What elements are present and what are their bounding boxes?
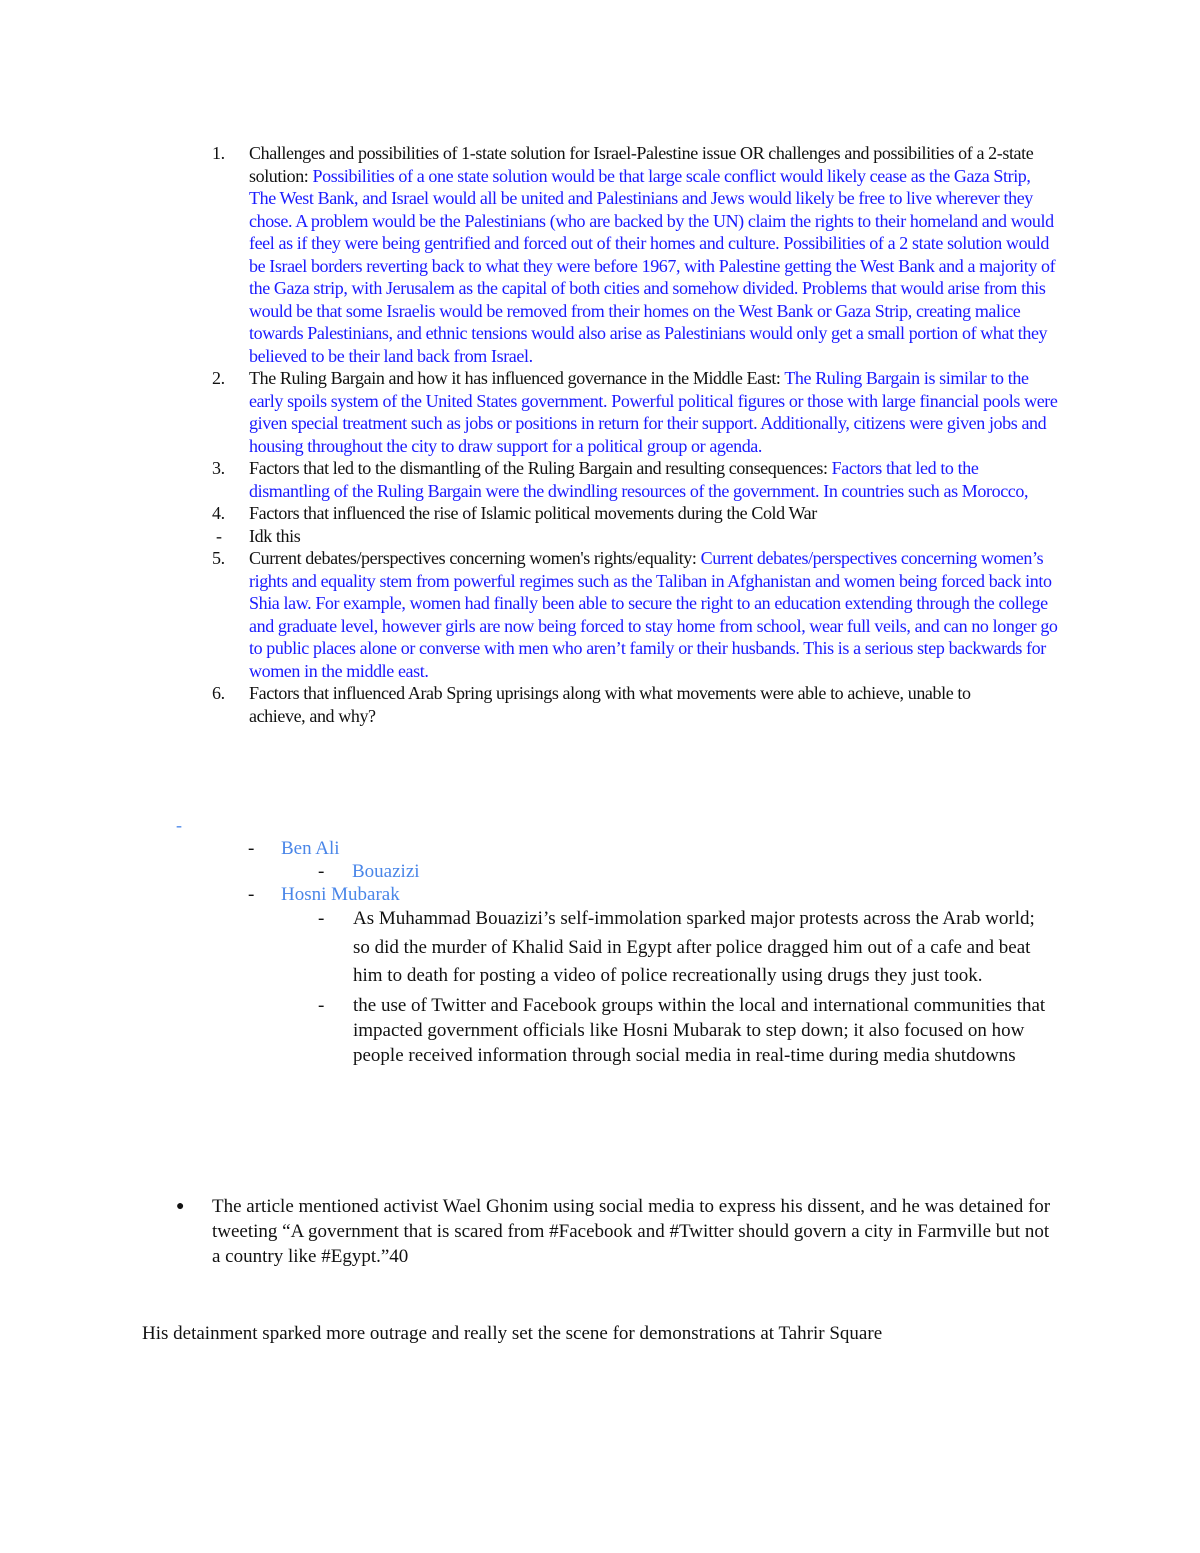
dash-marker: - bbox=[318, 908, 325, 929]
stray-dash: - bbox=[176, 815, 182, 835]
question-item-3 bbox=[212, 457, 1060, 502]
bullet-text: The article mentioned activist Wael Ghonim using social media to express his dissent, and he was detained for tweeting “A government that is scared from #Facebook and #Twitter should govern a city in Farmville but not a country like #Egypt.”40 bbox=[212, 1196, 1051, 1267]
dash-marker: - bbox=[248, 838, 255, 859]
note-text: the use of Twitter and Facebook groups within the local and international communities that impacted government officials like Hosni Mubarak to step down; it also focused on how people received information through social media in real-time during media shutdowns bbox=[353, 994, 1046, 1066]
answer-text: The Ruling Bargain is similar to the early spoils system of the United States government. Powerful political figures or those with large financial pools were given special treatment such as jobs or positions in return for their support. Additionally, citizens were given jobs and housing throughout the city to draw support for a political group or agenda. bbox=[249, 368, 1058, 456]
question-prompt: Challenges and possibilities of 1-state solution for Israel-Palestine issue OR challenges and possibilities of a 2-state solution: bbox=[249, 143, 1034, 186]
question-item-1 bbox=[212, 142, 1060, 367]
bullet-item bbox=[176, 1194, 1061, 1269]
question-item-4 bbox=[212, 502, 1060, 547]
dash-marker: - bbox=[318, 861, 325, 882]
item-number: 6. bbox=[212, 683, 225, 703]
answer-text: Possibilities of a one state solution would be that large scale conflict would likely cease as the Gaza Strip, The West Bank, and Israel would all be united and Palestinians and Jews would likely be free to live wherever they chose. A problem would be the Palestinians (who are backed by the UN) claim the rights to their homeland and would feel as if they were being gentrified and forced out of their homes and culture. Possibilities of a 2 state solution would be Israel borders reverting back to what they were before 1967, with Palestine getting the West Bank and a majority of the Gaza strip, with Jerusalem as the capital of both cities and somehow divided. Problems that would arise from this would be that some Israelis would be removed from their homes on the West Bank or Gaza Strip, creating malice towards Palestinians, and ethnic tensions would also arise as Palestinians would only get a small portion of what they believed to be their land back from Israel. bbox=[249, 165, 1056, 366]
item-number: 2. bbox=[212, 368, 225, 388]
dash-marker: - bbox=[318, 994, 325, 1016]
answer-text: Factors that led to the dismantling of the Ruling Bargain were the dwindling resources of the government. In countries such as Morocco, bbox=[249, 458, 1029, 501]
item-number: 1. bbox=[212, 143, 225, 163]
sub-note: Idk this bbox=[249, 525, 301, 546]
dash-marker: - bbox=[248, 884, 255, 905]
question-prompt: Factors that led to the dismantling of the Ruling Bargain and resulting consequences: bbox=[249, 458, 832, 478]
item-number: 4. bbox=[212, 503, 225, 523]
question-item-5 bbox=[212, 547, 1060, 682]
item-number: 5. bbox=[212, 548, 225, 568]
bullet-icon: ● bbox=[176, 1199, 185, 1214]
name-ben-ali: Ben Ali bbox=[281, 838, 340, 859]
question-prompt: Factors that influenced Arab Spring uprisings along with what movements were able to achieve, unable to achieve, and why? bbox=[249, 683, 971, 726]
numbered-question-list bbox=[212, 142, 1060, 727]
question-item-2 bbox=[212, 367, 1060, 457]
name-bouazizi: Bouazizi bbox=[352, 861, 420, 882]
closing-paragraph: His detainment sparked more outrage and really set the scene for demonstrations at Tahrir Square bbox=[142, 1323, 883, 1344]
name-hosni-mubarak: Hosni Mubarak bbox=[281, 884, 400, 905]
question-item-6 bbox=[212, 682, 1029, 727]
question-prompt: Factors that influenced the rise of Islamic political movements during the Cold War bbox=[249, 503, 817, 523]
dash-marker: - bbox=[216, 525, 222, 546]
item-number: 3. bbox=[212, 458, 225, 478]
question-prompt: The Ruling Bargain and how it has influenced governance in the Middle East: bbox=[249, 368, 785, 388]
names-list bbox=[248, 837, 420, 906]
notes-list bbox=[318, 905, 1048, 1068]
question-prompt: Current debates/perspectives concerning women's rights/equality: bbox=[249, 548, 701, 568]
note-text: As Muhammad Bouazizi’s self-immolation sparked major protests across the Arab world; so did the murder of Khalid Said in Egypt after police dragged him out of a cafe and beat him to death for posting a video of police recreationally using drugs they just took. bbox=[353, 908, 1035, 986]
answer-text: Current debates/perspectives concerning women’s rights and equality stem from powerful regimes such as the Taliban in Afghanistan and women being forced back into Shia law. For example, women had finally been able to secure the right to an education extending through the college and graduate level, however girls are now being forced to stay home from school, wear full veils, and can no longer go to public places alone or converse with men who aren’t family or their husbands. This is a serious step backwards for women in the middle east. bbox=[249, 548, 1058, 681]
